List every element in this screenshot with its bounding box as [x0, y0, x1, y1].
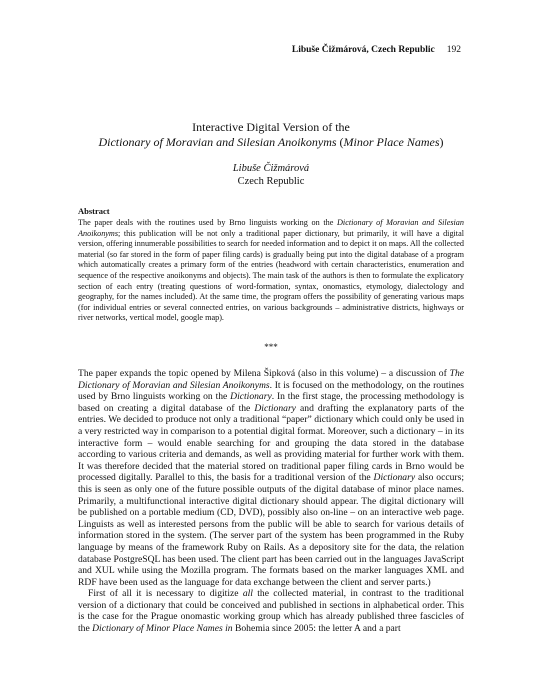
paper-title-line-2 — [78, 135, 464, 150]
body-text-run: Bohemia since 2005: the letter A and a part — [232, 623, 401, 635]
running-header — [292, 45, 461, 55]
body-text — [78, 368, 464, 635]
body-text-run: the collected material, in contrast to the traditional version of a dictionary that could be conceived and published in sections in alphabetical order. This is the case for the Prague onomastic working group which has already published three fascicles of the — [78, 588, 464, 635]
abstract-text-run: ; this publication will be not only a traditional paper dictionary, but primarily, it will have a digital version, offering innumerable possibilities to search for needed information and to depict it on maps. All the collected material (so far stored in the form of paper filing cards) is gradually being put into the digital database of a program which automatically creates a primary form of the entries (headword with certain characteristics, enumeration and sequence of the respective anoikonyms and objects). The main task of the authors is then to formulate the explicatory section of each entry (treating questions of word-formation, syntax, onomastics, etymology, dialectology and geography, for the names included). At the same time, the program offers the possibility of generating various maps (for individual entries or several connected entries, on various backgrounds – administrative districts, highways or river networks, vertical model, google map). — [78, 228, 464, 323]
body-text-italic: all — [242, 588, 253, 600]
body-text-run: also occurs; this is seen as only one of the future possible outputs of the digital database of minor place names. Primarily, a multifunctional interactive digital dictionary should appear. The digital dictionary will be published on a portable medium (CD, DVD), possibly also on-line – on an interactive web page. Linguists as well as interested persons from the public will be able to search for various details of information stored in the system. (The server part of the system has been programmed in the Ruby language by means of the framework Ruby on Rails. As a depository site for the data, the relation database PostgreSQL has been used. The client part has been carried out in the languages JavaScript and XUL while using the Mozilla program. The formats based on the marker languages XML and RDF have been used as the language for data exchange between the client and server parts.) — [78, 472, 464, 588]
abstract-text-italic: Dictionary of Moravian and Silesian Anoikonyms — [78, 218, 464, 238]
body-text-italic: Dictionary of Minor Place Names in — [92, 623, 233, 635]
abstract-text — [78, 218, 464, 324]
body-text-run: First of all it is necessary to digitize — [88, 588, 243, 600]
body-text-italic: The Dictionary of Moravian and Silesian Anoikonyms — [78, 368, 464, 391]
author-affiliation: Czech Republic — [237, 176, 305, 187]
abstract-heading: Abstract — [78, 206, 110, 216]
paper-title-paren-close: ) — [439, 135, 444, 149]
body-paragraph-2 — [78, 588, 464, 634]
body-text-italic: Dictionary — [373, 472, 416, 484]
paper-title-paren-open: ( — [336, 135, 344, 149]
page-number: 192 — [446, 45, 461, 55]
body-text-run: The paper expands the topic opened by Milena Šipková (also in this volume) – a discussion of — [78, 368, 450, 379]
running-header-author: Libuše Čižmárová, Czech Republic — [291, 45, 435, 55]
paper-title-paren-italic: Minor Place Names — [343, 135, 440, 149]
abstract-text-run: The paper deals with the routines used by Brno linguists working on the — [78, 218, 338, 227]
body-text-run: . It is focused on the methodology, on the routines used by Brno linguists working on the — [78, 379, 464, 403]
body-paragraph-1 — [78, 368, 464, 588]
section-separator: *** — [264, 342, 278, 352]
author-name: Libuše Čižmárová — [232, 163, 310, 174]
title-block — [78, 120, 464, 188]
body-text-run: and drafting the explanatory parts of the entries. We decided to produce not only a traditional “paper” dictionary which could only be used in a very restricted way in comparison to a potential digital format. Moreover, such a dictionary – in its interactive form – would enable searching for and grouping the data stored in the database according to various criteria and demands, as well as providing material for further work with them. It was therefore decided that the material stored on traditional paper filing cards in Brno would be processed digitally. Parallel to this, the basis for a traditional version of the — [78, 402, 464, 484]
paper-title-italic: Dictionary of Moravian and Silesian Anoikonyms — [98, 135, 337, 149]
paper-title-line-1: Interactive Digital Version of the — [192, 120, 350, 134]
body-text-run: . In the first stage, the processing methodology is based on creating a digital database of the — [78, 391, 464, 414]
body-text-italic: Dictionary — [254, 402, 296, 414]
abstract-section — [78, 206, 464, 324]
body-text-italic: Dictionary — [230, 391, 272, 403]
